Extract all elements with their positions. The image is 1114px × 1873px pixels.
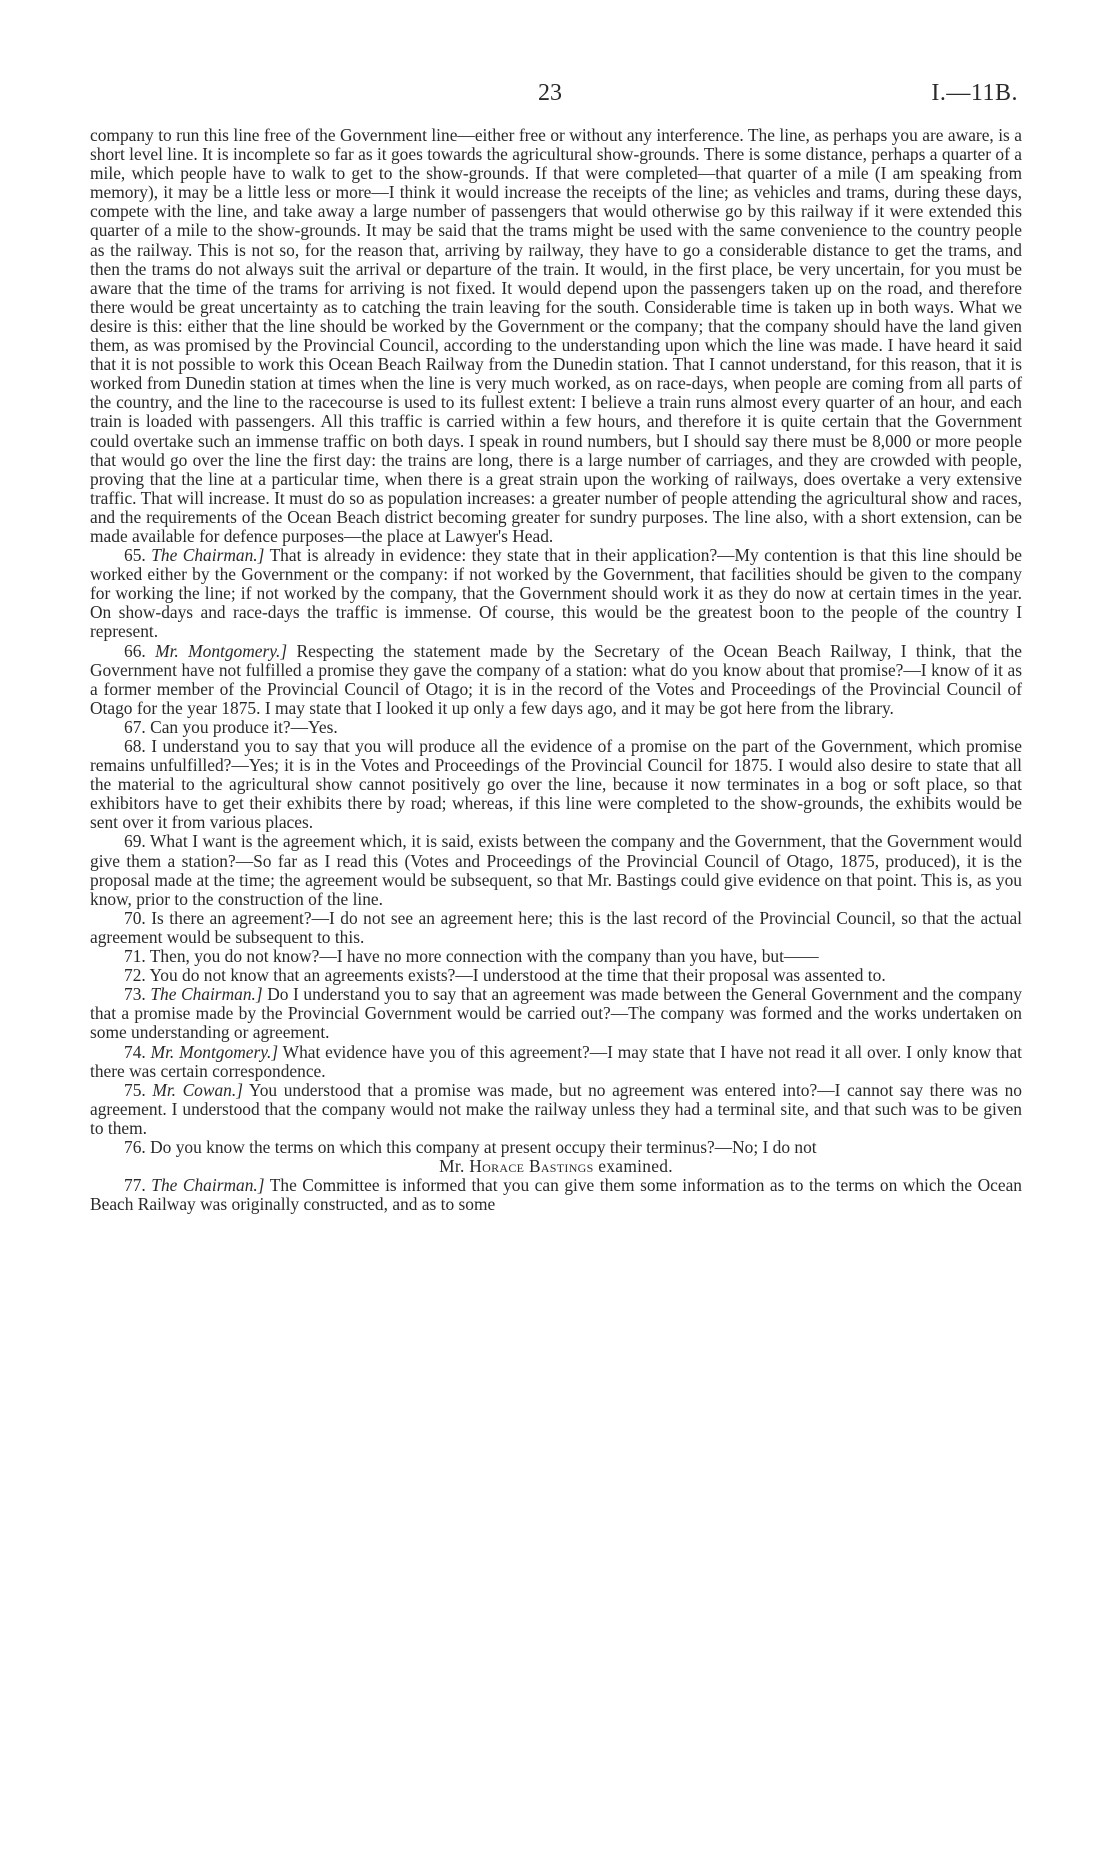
paragraph-text: What I want is the agreement which, it is said, exists between the company and the Government, that the Government would give them a station?—So far as I read this (Votes and Proceedings of the Provincial Council of Otago, 1875, produced), it is the proposal made at the time; the agreement would be subsequent, so that Mr. Bastings could give evidence on that point. This is, as you know, prior to the construction of the line. (90, 831, 1022, 909)
document-reference: I.—11B. (931, 80, 1018, 106)
paragraph-66 (90, 642, 1022, 718)
speaker-label: Mr. Montgomery.] (155, 640, 288, 661)
paragraph-text: Respecting the statement made by the Secretary of the Ocean Beach Railway, I think, that the Government have not fulfilled a promise they gave the company of a station: what do you know about that promise?—I know of it as a former member of the Provincial Council of Otago; it is in the record of the Votes and Proceedings of the Provincial Council of Otago for the year 1875. I may state that I looked it up only a few days ago, and it may be got here from the library. (90, 640, 1022, 718)
paragraph-text: You understood that a promise was made, but no agreement was entered into?—I cannot say there was no agreement. I understood that the company would not make the railway unless they had a terminal site, and that such was to be given to them. (90, 1079, 1022, 1138)
paragraph-68 (90, 737, 1022, 832)
paragraph-76 (90, 1138, 1022, 1157)
paragraph-text: Do you know the terms on which this company at present occupy their terminus?—No; I do not (150, 1136, 817, 1157)
question-number: 75. (124, 1079, 146, 1100)
speaker-label: Mr. Cowan.] (152, 1079, 243, 1100)
paragraph-text: What evidence have you of this agreement?—I may state that I have not read it all over. I only know that there was certain correspondence. (90, 1041, 1022, 1081)
paragraph-74 (90, 1043, 1022, 1081)
page-header (0, 80, 1114, 110)
paragraph-text: company to run this line free of the Government line—either free or without any interference. The line, as perhaps you are aware, is a short level line. It is incomplete so far as it goes towards the agricultural show-grounds. There is some distance, perhaps a quarter of a mile, which people have to walk to get to the show-grounds. If that were completed—that quarter of a mile (I am speaking from memory), it may be a little less or more—I think it would increase the receipts of the line; as vehicles and trams, during these days, compete with the line, and take away a large number of passengers that would otherwise go by this railway if it were extended this quarter of a mile to the show-grounds. It may be said that the trams might be used with the same convenience to the country people as the railway. This is not so, for the reason that, arriving by railway, they have to go a considerable distance to get the trams, and then the trams do not always suit the arrival or departure of the train. It would, in the first place, be very uncertain, for you must be aware that the time of the trams for arriving is not fixed. It would depend upon the passengers taken up on the road, and therefore there would be great uncertainty as to catching the train leaving for the south. Considerable time is taken up in both ways. What we desire is this: either that the line should be worked by the Government or the company; that the company should have the land given them, as was promised by the Provincial Council, according to the understanding upon which the line was made. I have heard it said that it is not possible to work this Ocean Beach Railway from the Dunedin station. That I cannot understand, for this reason, that it is worked from Dunedin station at times when the line is very much worked, as on race-days, when people are coming from all parts of the country, and the line to the racecourse is used to its fullest extent: I believe a train runs almost every quarter of an hour, and each train is loaded with passengers. All this traffic is carried within a few hours, and therefore it is quite certain that the Government could overtake such an immense traffic on both days. I speak in round numbers, but I should say there must be 8,000 or more people that would go over the line the first day: the trains are long, there is a large number of carriages, and they are crowded with people, proving that the line at a particular time, when there is a great strain upon the working of railways, does overtake a very extensive traffic. That will increase. It must do so as population increases: a greater number of people attending the agricultural show and races, and the requirements of the Ocean Beach district becoming greater for sundry purposes. The line also, with a short extension, can be made available for defence purposes—the place at Lawyer's Head. (90, 125, 1022, 546)
paragraph-72 (90, 966, 1022, 985)
question-number: 76. (124, 1136, 146, 1157)
question-number: 71. (124, 946, 146, 967)
question-number: 70. (124, 907, 146, 928)
paragraph-65 (90, 546, 1022, 641)
paragraph-text: Can you produce it?—Yes. (150, 716, 338, 737)
speaker-label: The Chairman.] (151, 1175, 265, 1196)
paragraph-75 (90, 1081, 1022, 1138)
paragraph-text: Is there an agreement?—I do not see an agreement here; this is the last record of the Provincial Council, so that the actual agreement would be subsequent to this. (90, 907, 1022, 947)
paragraph-73 (90, 985, 1022, 1042)
paragraph-67 (90, 718, 1022, 737)
speaker-label: The Chairman.] (150, 984, 263, 1005)
paragraph-text: I understand you to say that you will produce all the evidence of a promise on the part of the Government, which promise remains unfulfilled?—Yes; it is in the Votes and Proceedings of the Provincial Council for 1875. I would also desire to state that all the material to the agricultural show cannot positively go over the line, because it now terminates in a bog or soft place, so that exhibitors have to get their exhibits there by road; whereas, if this line were completed to the show-grounds, the exhibits would be sent over it from various places. (90, 736, 1022, 833)
paragraph-text: You do not know that an agreements exists?—I understood at the time that their proposal was assented to. (149, 965, 886, 986)
paragraph-text: That is already in evidence: they state that in their application?—My contention is that this line should be worked either by the Government or the company: if not worked by the Government, that facilities should be given to the company for working the line; if not worked by the company, that the Government should work it as they do now at certain times in the year. On show-days and race-days the traffic is immense. Of course, this would be the greatest boon to the people of the country I represent. (90, 545, 1022, 642)
question-number: 69. (124, 831, 146, 852)
page-number: 23 (538, 80, 562, 106)
heading-prefix: Mr. (439, 1156, 465, 1177)
paragraph-71 (90, 947, 1022, 966)
witness-name: Horace Bastings (469, 1156, 594, 1177)
question-number: 73. (124, 984, 146, 1005)
section-heading (90, 1157, 1022, 1176)
paragraph-text: Do I understand you to say that an agreement was made between the General Government and the company that a promise made by the Provincial Government would be carried out?—The company was formed and the works undertaken on some understanding or agreement. (90, 984, 1022, 1043)
question-number: 65. (124, 545, 146, 566)
paragraph-77 (90, 1176, 1022, 1214)
heading-suffix: examined. (598, 1156, 673, 1177)
paragraph-text: Then, you do not know?—I have no more connection with the company than you have, but—— (149, 946, 819, 967)
question-number: 67. (124, 716, 146, 737)
paragraph-70 (90, 909, 1022, 947)
paragraph-text: The Committee is informed that you can give them some information as to the terms on which the Ocean Beach Railway was originally constructed, and as to some (90, 1175, 1022, 1215)
body-text (90, 126, 1022, 1214)
question-number: 66. (124, 640, 146, 661)
paragraph-69 (90, 832, 1022, 908)
question-number: 74. (124, 1041, 146, 1062)
speaker-label: Mr. Montgomery.] (150, 1041, 279, 1062)
question-number: 68. (124, 736, 146, 756)
question-number: 72. (124, 965, 146, 986)
paragraph-continued (90, 126, 1022, 546)
speaker-label: The Chairman.] (151, 545, 265, 566)
question-number: 77. (124, 1175, 146, 1196)
